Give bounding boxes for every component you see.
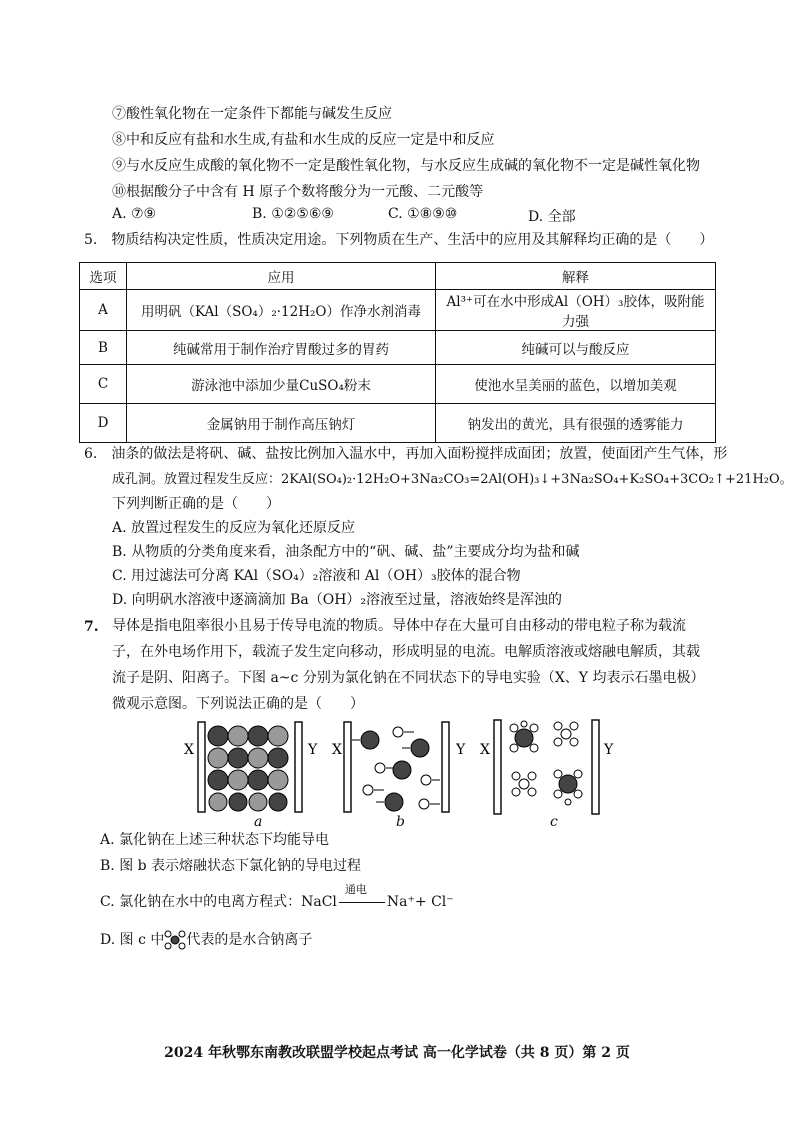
q4-option-d: D. 全部 — [528, 209, 576, 225]
q5-cell: 金属钠用于制作高压钠灯 — [127, 404, 436, 443]
diagram-b-caption: b — [396, 814, 405, 830]
statement-8: ⑧中和反应有盐和水生成,有盐和水生成的反应一定是中和反应 — [112, 132, 495, 148]
q5-cell: 纯碱常用于制作治疗胃酸过多的胃药 — [127, 331, 436, 365]
q7-stem: 导体是指电阻率很小且易于传导电流的物质。导体中存在大量可自由移动的带电粒子称为载流子，在外电场作用下，载流子发生定向移动，形成明显的电流。电解质溶液或熔融电解质，其载流子是阴、阳离子。下图 a~c 分别为氯化钠在不同状态下的导电实验（X、Y 均表示石墨电极）微观示意图。下列说法正确的是（ ） — [112, 618, 705, 712]
diagram-b — [328, 718, 478, 818]
q5-cell: D — [80, 404, 127, 443]
electrode-y — [295, 722, 302, 812]
nacl-lattice — [208, 726, 288, 811]
q7-option-d-prefix: D. 图 c 中 — [100, 932, 165, 948]
statement-10: ⑩根据酸分子中含有 H 原子个数将酸分为一元酸、二元酸等 — [112, 184, 484, 200]
q5-header-option: 选项 — [80, 263, 127, 290]
diagram-a-y-label: Y — [308, 742, 318, 758]
electrolysis-arrow — [337, 883, 387, 912]
hydrated-ions — [510, 721, 582, 805]
diagram-c-caption: c — [550, 814, 558, 830]
diagram-a — [180, 718, 340, 818]
q4-option-b: B. ①②⑤⑥⑨ — [252, 206, 334, 222]
q7-number: 7. — [84, 619, 99, 635]
q6-stem-line3: 下列判断正确的是（ ） — [112, 496, 280, 512]
q6-stem-line2: 成孔洞。放置过程发生反应：2KAl(SO₄)₂·12H₂O+3Na₂CO₃=2Al(OH)₃↓+3Na₂SO₄+K₂SO₄+3CO₂↑+21H₂O。 — [112, 472, 793, 487]
q6-option-a: A. 放置过程发生的反应为氧化还原反应 — [112, 520, 356, 536]
q5-header-row — [80, 263, 716, 290]
q5-cell: 用明矾（KAl（SO₄）₂·12H₂O）作净水剂消毒 — [127, 290, 436, 331]
diagram-b-x-label: X — [332, 742, 342, 758]
q5-cell: C — [80, 365, 127, 404]
table-row — [80, 404, 716, 443]
electrode-y — [592, 720, 599, 814]
q5-cell: 使池水呈美丽的蓝色，以增加美观 — [436, 365, 716, 404]
q7-option-b: B. 图 b 表示熔融状态下氯化钠的导电过程 — [100, 858, 362, 874]
table-row — [80, 365, 716, 404]
diagram-c — [474, 712, 624, 818]
arrow-condition-label: 通电 — [344, 883, 367, 896]
q5-cell: Al³⁺可在水中形成Al（OH）₃胶体，吸附能力强 — [436, 290, 716, 331]
q7-option-d — [100, 930, 312, 950]
q7-option-c — [100, 883, 454, 912]
electrode-y — [442, 722, 449, 812]
hydrated-ion-icon — [164, 930, 186, 950]
q5-cell: A — [80, 290, 127, 331]
q5-stem: 5. 物质结构决定性质，性质决定用途。下列物质在生产、生活中的应用及其解释均正确的是（ ） — [84, 232, 714, 248]
q7-option-a: A. 氯化钠在上述三种状态下均能导电 — [100, 832, 330, 848]
q5-cell: 钠发出的黄光，具有很强的透雾能力 — [436, 404, 716, 443]
q7-option-c-suffix: Na⁺+ Cl⁻ — [386, 894, 454, 910]
q5-table — [79, 262, 716, 443]
q5-header-explanation: 解释 — [436, 263, 716, 290]
page-footer: 2024 年秋鄂东南教改联盟学校起点考试 高一化学试卷（共 8 页）第 2 页 — [164, 1045, 630, 1061]
q6-option-c: C. 用过滤法可分离 KAl（SO₄）₂溶液和 Al（OH）₃胶体的混合物 — [112, 568, 521, 584]
q7-option-d-suffix: 代表的是水合钠离子 — [186, 932, 313, 948]
q4-option-a: A. ⑦⑨ — [112, 206, 157, 222]
q5-header-application: 应用 — [127, 263, 436, 290]
q5-cell: 游泳池中添加少量CuSO₄粉末 — [127, 365, 436, 404]
electrode-x — [494, 720, 501, 814]
statement-9: ⑨与水反应生成酸的氧化物不一定是酸性氧化物，与水反应生成碱的氧化物不一定是碱性氧化物 — [112, 158, 700, 174]
diagram-a-x-label: X — [184, 742, 194, 758]
diagram-c-x-label: X — [480, 742, 490, 758]
moving-ions — [352, 727, 440, 811]
table-row — [80, 331, 716, 365]
statement-7: ⑦酸性氧化物在一定条件下都能与碱发生反应 — [112, 106, 392, 122]
q4-options — [112, 206, 712, 226]
q6-option-d: D. 向明矾水溶液中逐滴滴加 Ba（OH）₂溶液至过量，溶液始终是浑浊的 — [112, 592, 563, 608]
diagram-b-y-label: Y — [456, 742, 466, 758]
q6-option-b: B. 从物质的分类角度来看，油条配方中的“矾、碱、盐”主要成分均为盐和碱 — [112, 544, 580, 560]
q6-stem-line1: 6. 油条的做法是将矾、碱、盐按比例加入温水中，再加入面粉搅拌成面团；放置，使面团产生气体，形 — [84, 446, 728, 462]
q4-option-c: C. ①⑧⑨⑩ — [388, 206, 458, 222]
diagram-a-caption: a — [254, 814, 263, 830]
electrode-x — [344, 722, 351, 812]
q5-cell: B — [80, 331, 127, 365]
table-row — [80, 290, 716, 331]
electrode-x — [198, 722, 205, 812]
q5-cell: 纯碱可以与酸反应 — [436, 331, 716, 365]
diagram-c-y-label: Y — [604, 742, 614, 758]
q7-option-c-prefix: C. 氯化钠在水中的电离方程式：NaCl — [100, 894, 337, 910]
